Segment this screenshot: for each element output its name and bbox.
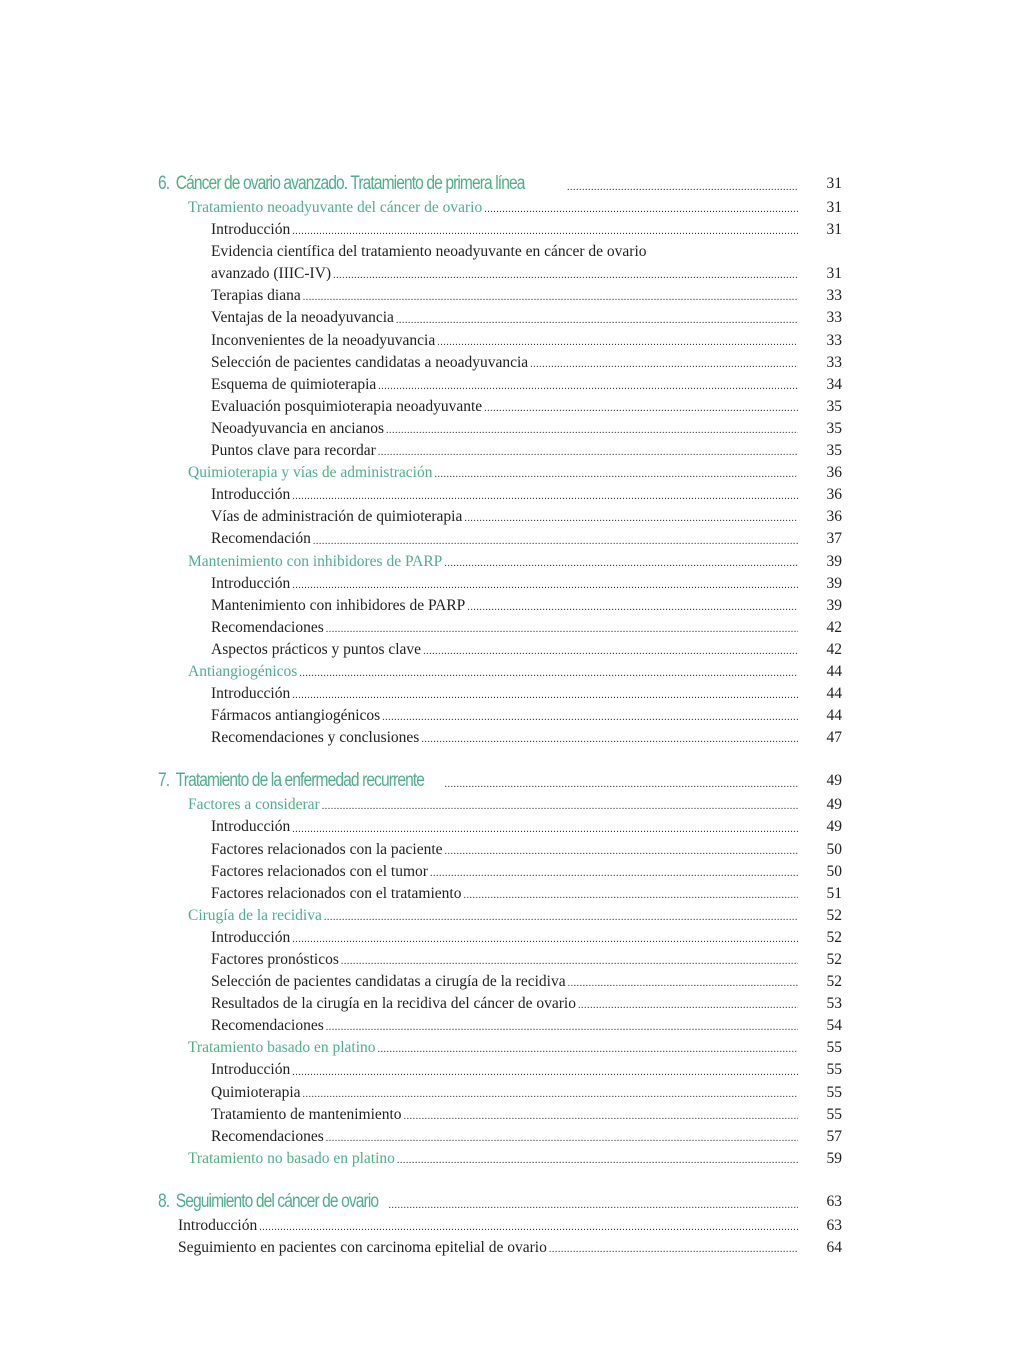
leader-dots xyxy=(292,820,798,839)
leader-dots xyxy=(463,886,798,905)
toc-entry-title: Esquema de quimioterapia xyxy=(211,375,377,393)
toc-entry-title: Factores relacionados con la paciente xyxy=(211,840,443,858)
toc-entry[interactable] xyxy=(158,949,842,971)
toc-entry-title: Neoadyuvancia en ancianos xyxy=(211,419,385,437)
leader-dots xyxy=(303,288,798,307)
leader-dots xyxy=(299,664,798,683)
page-number: 34 xyxy=(826,375,842,393)
leader-dots xyxy=(326,620,798,639)
leader-dots xyxy=(530,355,798,374)
toc-entry-title: Introducción xyxy=(178,1216,258,1234)
page-number: 33 xyxy=(826,309,842,327)
leader-dots xyxy=(326,1018,798,1037)
page-number: 31 xyxy=(826,175,842,192)
toc-entry[interactable] xyxy=(158,661,842,683)
leader-dots xyxy=(421,730,798,749)
toc-entry[interactable] xyxy=(158,971,842,993)
toc-entry[interactable] xyxy=(158,263,842,285)
toc-entry[interactable] xyxy=(158,197,842,219)
page-number: 36 xyxy=(826,464,842,482)
toc-entry-title: Recomendaciones y conclusiones xyxy=(211,729,420,747)
leader-dots xyxy=(292,222,798,241)
page-number: 49 xyxy=(826,818,842,836)
toc-entry[interactable] xyxy=(158,462,842,484)
toc-entry-title: Recomendaciones xyxy=(211,618,324,636)
toc-entry-title: Introducción xyxy=(211,221,291,239)
page-number: 54 xyxy=(826,1017,842,1035)
leader-dots xyxy=(396,311,798,330)
toc-entry-title: Tratamiento de mantenimiento xyxy=(211,1105,402,1123)
page-number: 59 xyxy=(826,1149,842,1167)
page-number: 33 xyxy=(826,353,842,371)
page-number: 63 xyxy=(826,1192,842,1210)
leader-dots xyxy=(292,576,798,595)
toc-entry-title: Factores a considerar xyxy=(188,796,320,814)
page-number: 63 xyxy=(826,1216,842,1234)
toc-entry[interactable] xyxy=(158,573,842,595)
toc-entry[interactable] xyxy=(158,374,842,396)
page-number: 39 xyxy=(826,552,842,570)
toc-entry-title: avanzado (IIIC-IV) xyxy=(211,265,332,283)
leader-dots xyxy=(444,554,798,573)
toc-entry-title: Introducción xyxy=(211,574,291,592)
page-number: 33 xyxy=(826,331,842,349)
toc-entry[interactable] xyxy=(158,639,842,661)
toc-entry-title: Selección de pacientes candidatas a neoadyuvancia xyxy=(211,353,529,371)
page-number: 55 xyxy=(826,1061,842,1079)
leader-dots xyxy=(484,200,798,219)
leader-dots xyxy=(322,797,798,816)
toc-entry-title: Factores relacionados con el tumor xyxy=(211,862,428,880)
section-title: Seguimiento del cáncer de ovario xyxy=(175,1190,379,1212)
toc-entry-title: Aspectos prácticos y puntos clave xyxy=(211,640,422,658)
leader-dots xyxy=(444,775,798,794)
leader-dots xyxy=(303,1085,798,1104)
leader-dots xyxy=(378,377,798,396)
page-number: 49 xyxy=(826,796,842,814)
toc-entry-title: Resultados de la cirugía en la recidiva del cáncer de ovario xyxy=(211,995,576,1013)
leader-dots xyxy=(292,487,798,506)
toc-entry[interactable] xyxy=(158,1037,842,1059)
toc-entry[interactable] xyxy=(158,767,842,794)
toc-entry-title: Mantenimiento con inhibidores de PARP xyxy=(211,596,466,614)
toc-entry[interactable] xyxy=(158,418,842,440)
page-number: 35 xyxy=(826,397,842,415)
leader-dots xyxy=(388,1196,798,1215)
toc-entry-title: Antiangiogénicos xyxy=(188,662,298,680)
leader-dots xyxy=(313,532,798,551)
toc-entry[interactable] xyxy=(158,1126,842,1148)
toc-entry-title: Quimioterapia y vías de administración xyxy=(188,464,433,482)
leader-dots xyxy=(437,333,798,352)
page-number: 36 xyxy=(826,508,842,526)
toc-entry-title: Recomendaciones xyxy=(211,1017,324,1035)
toc-entry-title: Tratamiento basado en platino xyxy=(188,1039,376,1057)
toc-entry-title: Evaluación posquimioterapia neoadyuvante xyxy=(211,397,483,415)
page-number: 55 xyxy=(826,1039,842,1057)
leader-dots xyxy=(333,266,798,285)
leader-dots xyxy=(292,1063,798,1082)
toc-entry-title: Seguimiento en pacientes con carcinoma epitelial de ovario xyxy=(178,1239,547,1257)
page-number: 39 xyxy=(826,574,842,592)
toc-entry[interactable] xyxy=(158,617,842,639)
toc-entry-title: Ventajas de la neoadyuvancia xyxy=(211,309,394,327)
page-number: 57 xyxy=(826,1127,842,1145)
section-number: 8. xyxy=(158,1190,170,1212)
toc-entry-title: Factores relacionados con el tratamiento xyxy=(211,884,462,902)
page-number: 31 xyxy=(826,221,842,239)
page-number: 35 xyxy=(826,442,842,460)
toc-entry[interactable] xyxy=(158,993,842,1015)
leader-dots xyxy=(423,642,798,661)
toc-entry[interactable] xyxy=(158,816,842,838)
toc-entry[interactable] xyxy=(158,861,842,883)
page-number: 52 xyxy=(826,928,842,946)
toc-entry-title: Cirugía de la recidiva xyxy=(188,906,322,924)
toc-entry[interactable] xyxy=(158,440,842,462)
toc-entry[interactable] xyxy=(158,1215,842,1237)
toc-entry[interactable] xyxy=(158,330,842,352)
toc-entry[interactable] xyxy=(158,551,842,573)
toc-entry[interactable] xyxy=(158,595,842,617)
toc-entry[interactable] xyxy=(158,1148,842,1170)
leader-dots xyxy=(435,465,799,484)
section-gap xyxy=(158,749,842,767)
leader-dots xyxy=(578,996,798,1015)
page-number: 44 xyxy=(826,662,842,680)
toc-entry[interactable] xyxy=(158,170,842,197)
toc-entry-title xyxy=(158,767,424,794)
toc-entry[interactable] xyxy=(158,396,842,418)
table-of-contents xyxy=(158,170,842,1259)
page-number: 36 xyxy=(826,486,842,504)
toc-entry-title: Mantenimiento con inhibidores de PARP xyxy=(188,552,443,570)
page-number: 53 xyxy=(826,995,842,1013)
toc-entry-title: Introducción xyxy=(211,1061,291,1079)
section-number: 6. xyxy=(158,173,170,194)
section-title: Cáncer de ovario avanzado. Tratamiento de primera línea xyxy=(175,173,525,194)
toc-entry[interactable] xyxy=(158,1104,842,1126)
leader-dots xyxy=(386,421,798,440)
toc-entry[interactable] xyxy=(158,905,842,927)
page-number: 52 xyxy=(826,951,842,968)
toc-entry[interactable] xyxy=(158,285,842,307)
toc-entry-title: Recomendaciones xyxy=(211,1127,324,1145)
toc-entry[interactable] xyxy=(158,1082,842,1104)
leader-dots xyxy=(404,1107,798,1126)
toc-entry-title: Vías de administración de quimioterapia xyxy=(211,508,463,526)
toc-entry-title: Introducción xyxy=(211,928,291,946)
page-number: 42 xyxy=(826,640,842,658)
leader-dots xyxy=(292,930,798,949)
toc-entry-title xyxy=(158,170,525,197)
toc-entry-title-line: Evidencia científica del tratamiento neoadyuvante en cáncer de ovario xyxy=(211,243,647,261)
toc-entry-title: Puntos clave para recordar xyxy=(211,442,376,460)
page-number: 51 xyxy=(826,884,842,902)
toc-entry[interactable] xyxy=(158,683,842,705)
leader-dots xyxy=(259,1218,798,1237)
page-number: 64 xyxy=(826,1239,842,1257)
section-title: Tratamiento de la enfermedad recurrente xyxy=(175,770,425,792)
toc-entry[interactable] xyxy=(158,1237,842,1259)
page-number: 50 xyxy=(826,862,842,880)
toc-entry-title: Quimioterapia xyxy=(211,1083,301,1101)
leader-dots xyxy=(324,908,798,927)
page-number: 44 xyxy=(826,685,842,703)
toc-entry[interactable] xyxy=(158,219,842,241)
page-number: 55 xyxy=(826,1105,842,1123)
page-number: 35 xyxy=(826,419,842,437)
section-number: 7. xyxy=(158,770,170,792)
leader-dots xyxy=(549,1240,798,1259)
toc-entry-title: Tratamiento neoadyuvante del cáncer de ovario xyxy=(188,199,483,216)
toc-entry-title: Factores pronósticos xyxy=(211,951,339,968)
leader-dots xyxy=(326,1129,798,1148)
toc-entry[interactable] xyxy=(158,1015,842,1037)
toc-entry-title: Introducción xyxy=(211,685,291,703)
page-number: 39 xyxy=(826,596,842,614)
toc-entry[interactable] xyxy=(158,883,842,905)
toc-entry-title: Inconvenientes de la neoadyuvancia xyxy=(211,331,436,349)
page-number: 37 xyxy=(826,530,842,548)
toc-entry-title: Tratamiento no basado en platino xyxy=(188,1149,395,1167)
toc-entry[interactable] xyxy=(158,484,842,506)
toc-entry-title: Introducción xyxy=(211,486,291,504)
page-number: 52 xyxy=(826,973,842,991)
leader-dots xyxy=(568,974,798,993)
leader-dots xyxy=(430,864,798,883)
toc-entry[interactable] xyxy=(158,352,842,374)
leader-dots xyxy=(397,1151,798,1170)
toc-entry-title xyxy=(158,1188,378,1215)
section-gap xyxy=(158,1170,842,1188)
page-number: 44 xyxy=(826,707,842,725)
toc-entry-title: Fármacos antiangiogénicos xyxy=(211,707,381,725)
toc-entry[interactable] xyxy=(158,705,842,727)
page-number: 33 xyxy=(826,287,842,305)
leader-dots xyxy=(464,509,798,528)
leader-dots xyxy=(382,708,798,727)
leader-dots xyxy=(378,443,798,462)
toc-entry[interactable] xyxy=(158,794,842,816)
toc-entry[interactable] xyxy=(158,506,842,528)
leader-dots xyxy=(484,399,798,418)
page-number: 42 xyxy=(826,618,842,636)
toc-entry[interactable] xyxy=(158,1188,842,1215)
toc-entry[interactable] xyxy=(158,307,842,329)
page-number: 50 xyxy=(826,840,842,858)
toc-entry[interactable] xyxy=(158,727,842,749)
page-number: 47 xyxy=(826,729,842,747)
toc-entry[interactable] xyxy=(158,927,842,949)
toc-entry[interactable] xyxy=(158,528,842,550)
page-number: 49 xyxy=(826,772,842,790)
leader-dots xyxy=(567,178,798,197)
leader-dots xyxy=(467,598,798,617)
toc-entry[interactable] xyxy=(158,1059,842,1081)
toc-entry[interactable] xyxy=(158,839,842,861)
page-number: 55 xyxy=(826,1083,842,1101)
toc-entry-title: Recomendación xyxy=(211,530,311,548)
page-number: 31 xyxy=(826,265,842,283)
page-number: 52 xyxy=(826,906,842,924)
page-number: 31 xyxy=(826,199,842,216)
toc-entry-title: Introducción xyxy=(211,818,291,836)
toc-entry-title: Terapias diana xyxy=(211,287,301,305)
leader-dots xyxy=(378,1040,798,1059)
leader-dots xyxy=(445,842,798,861)
leader-dots xyxy=(341,952,798,971)
toc-entry-title: Selección de pacientes candidatas a cirugía de la recidiva xyxy=(211,973,566,991)
leader-dots xyxy=(292,686,798,705)
